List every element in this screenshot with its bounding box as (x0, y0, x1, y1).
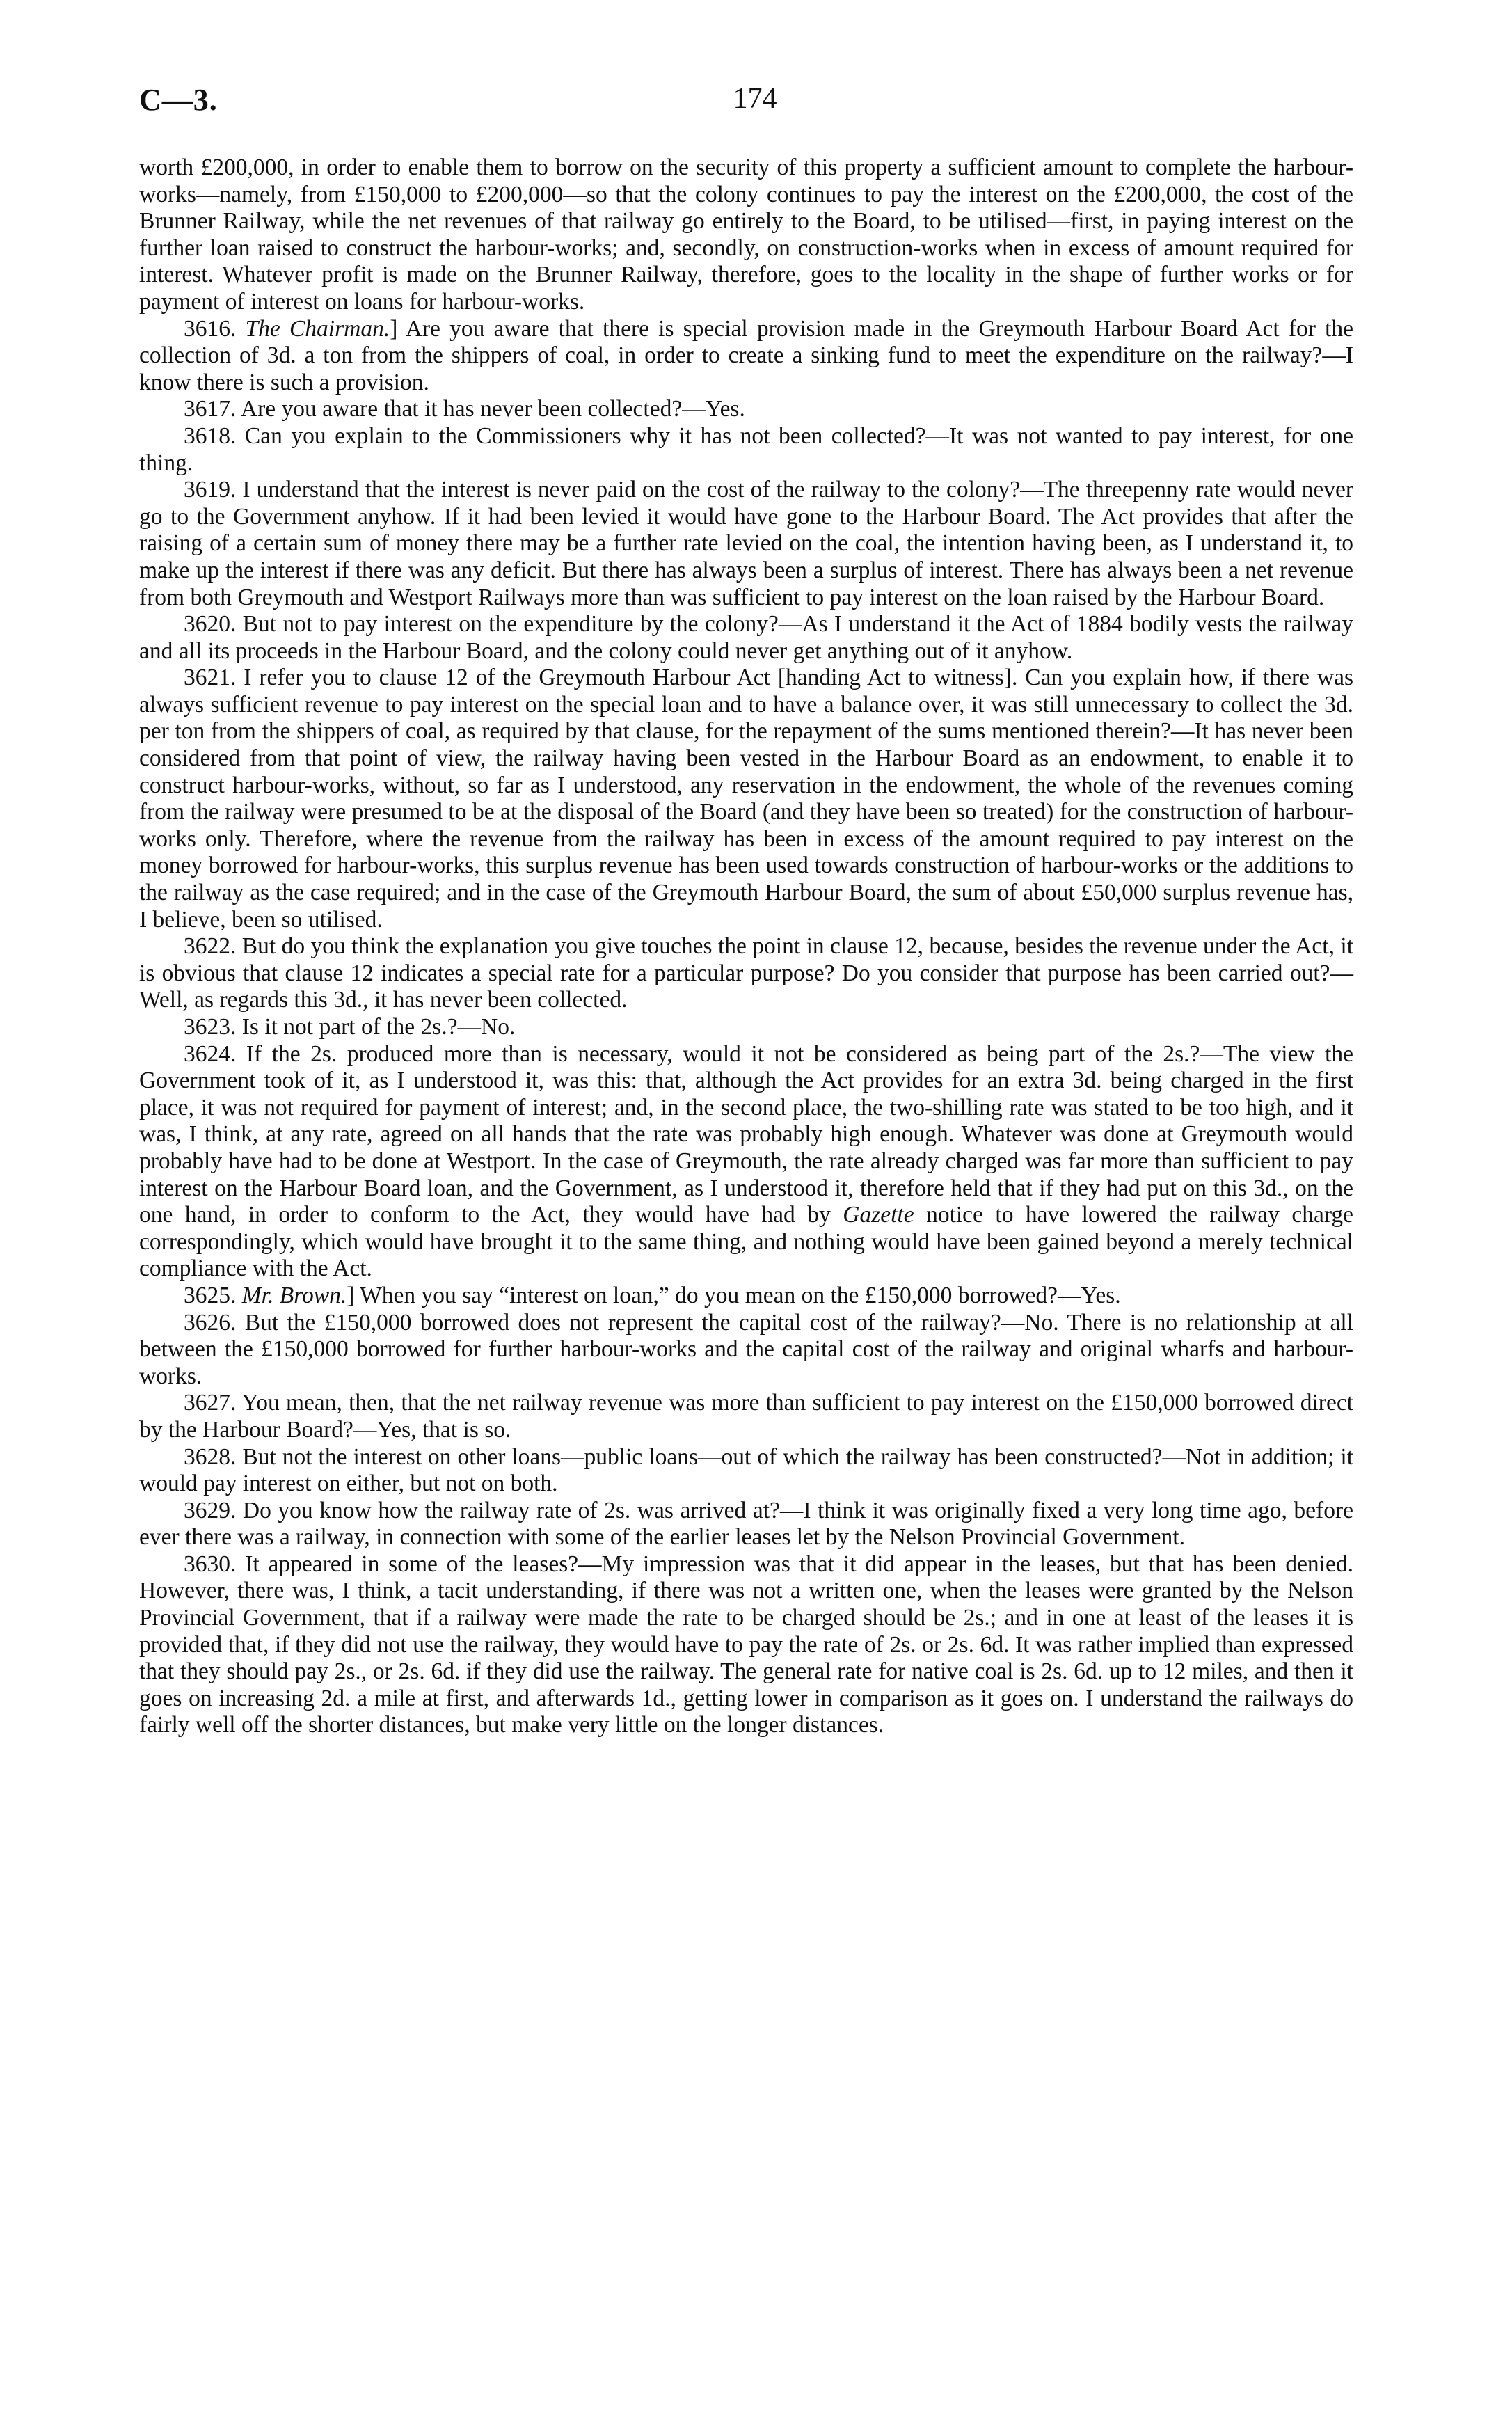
question-3617 (139, 396, 1353, 423)
question-3623 (139, 1014, 1353, 1041)
paragraph-text: 3625. (184, 1282, 242, 1308)
paragraph-text: 3619. I understand that the interest is never paid on the cost of the railway to the colony?—The threepenny rate would never go to the Government anyhow. If it had been levied it would have gone to the Harbour Board. The Act provides that after the raising of a certain sum of money there may be a further rate levied on the coal, the intention having been, as I understand it, to make up the interest if there was any deficit. But there has always been a surplus of interest. There has always been a net revenue from both Greymouth and Westport Railways more than was sufficient to pay interest on the loan raised by the Harbour Board. (139, 477, 1353, 610)
question-3629 (139, 1498, 1353, 1551)
paragraph-text: ] When you say “interest on loan,” do you mean on the £150,000 borrowed?—Yes. (347, 1282, 1121, 1308)
paragraph-text: 3620. But not to pay interest on the expenditure by the colony?—As I understand it the Act of 1884 bodily vests the railway and all its proceeds in the Harbour Board, and the colony could never get anything out of it anyhow. (139, 611, 1353, 664)
question-3616 (139, 316, 1353, 397)
question-3628 (139, 1444, 1353, 1498)
page-number: 174 (733, 83, 777, 115)
paragraph-text: 3618. Can you explain to the Commissioners why it has not been collected?—It was not wanted to pay interest, for one thing. (139, 422, 1353, 476)
question-3619 (139, 477, 1353, 611)
question-3627 (139, 1390, 1353, 1443)
question-3626 (139, 1310, 1353, 1390)
paragraph-text: 3630. It appeared in some of the leases?—My impression was that it did appear in the leases, but that has been denied. However, there was, I think, a tacit understanding, if there was not a written one, when the leases were granted by the Nelson Provincial Government, that if a railway were made the rate to be charged should be 2s.; and in one at least of the leases it is provided that, if they did not use the railway, they would have to pay the rate of 2s. or 2s. 6d. It was rather implied than expressed that they should pay 2s., or 2s. 6d. if they did use the railway. The general rate for native coal is 2s. 6d. up to 12 miles, and then it goes on increasing 2d. a mile at first, and afterwards 1d., getting lower in comparison as it goes on. I understand the railways do fairly well off the shorter distances, but make very little on the longer distances. (139, 1551, 1353, 1738)
question-3622 (139, 933, 1353, 1014)
paragraph-text: ] Are you aware that there is special provision made in the Greymouth Harbour Board Act for the collection of 3d. a ton from the shippers of coal, in order to create a sinking fund to meet the expenditure on the railway?—I know there is such a provision. (139, 315, 1354, 395)
question-3620 (139, 611, 1353, 665)
document-reference: C—3. (139, 83, 218, 117)
paragraph-text: 3616. (184, 315, 246, 342)
question-3618 (139, 423, 1353, 477)
paragraph-text: worth £200,000, in order to enable them to borrow on the security of this property a sufficient amount to complete the harbour-works—namely, from £150,000 to £200,000—so that the colony continues to pay the interest on the £200,000, the cost of the Brunner Railway, while the net revenues of that railway go entirely to the Board, to be utilised—first, in paying interest on the further loan raised to construct the harbour-works; and, secondly, on construction-works when in excess of amount required for interest. Whatever profit is made on the Brunner Railway, therefore, goes to the locality in the shape of further works or for payment of interest on loans for harbour-works. (139, 154, 1353, 315)
paragraph-text: 3624. If the 2s. produced more than is necessary, would it not be considered as being part of the 2s.?—The view the Government took of it, as I understood it, was this: that, although the Act provides for an extra 3d. being charged in the first place, it was not required for payment of interest; and, in the second place, the two-shilling rate was stated to be too high, and it was, I think, at any rate, agreed on all hands that the rate was probably high enough. Whatever was done at Greymouth would probably have had to be done at Westport. In the case of Greymouth, the rate already charged was far more than sufficient to pay interest on the Harbour Board loan, and the Government, as I understood it, therefore held that if they had put on this 3d., on the one hand, in order to conform to the Act, they would have had by (139, 1040, 1353, 1228)
paragraph-text: notice to have lowered the railway charge correspondingly, which would have brought it to the same thing, and nothing would have been gained beyond a merely technical compliance with the Act. (139, 1202, 1354, 1282)
paragraph-text: 3627. You mean, then, that the net railway revenue was more than sufficient to pay interest on the £150,000 borrowed direct by the Harbour Board?—Yes, that is so. (139, 1390, 1353, 1443)
paragraph-text: 3617. Are you aware that it has never been collected?—Yes. (184, 396, 745, 422)
italic-text: Mr. Brown. (241, 1282, 347, 1308)
question-3624 (139, 1041, 1353, 1283)
paragraph-text: 3626. But the £150,000 borrowed does not represent the capital cost of the railway?—No. There is no relationship at all between the £150,000 borrowed for further harbour-works and the capital cost of the railway and original wharfs and harbour-works. (139, 1309, 1353, 1389)
paragraph-text: 3622. But do you think the explanation you give touches the point in clause 12, because, besides the revenue under the Act, it is obvious that clause 12 indicates a special rate for a particular purpose? Do you consider that purpose has been carried out?—Well, as regards this 3d., it has never been collected. (139, 933, 1353, 1013)
paragraph-text: 3629. Do you know how the railway rate of 2s. was arrived at?—I think it was originally fixed a very long time ago, before ever there was a railway, in connection with some of the earlier leases let by the Nelson Provincial Government. (139, 1497, 1353, 1551)
question-3625 (139, 1283, 1353, 1310)
question-3621 (139, 665, 1353, 933)
paragraph-text: 3628. But not the interest on other loans—public loans—out of which the railway has been constructed?—Not in addition; it would pay interest on either, but not on both. (139, 1443, 1353, 1497)
italic-text: The Chairman. (245, 315, 390, 342)
paragraph-text: 3623. Is it not part of the 2s.?—No. (184, 1014, 516, 1040)
page-header (139, 82, 1371, 131)
italic-text: Gazette (843, 1202, 914, 1228)
evidence-text (139, 154, 1353, 1739)
paragraph-text: 3621. I refer you to clause 12 of the Greymouth Harbour Act [handing Act to witness]. Can you explain how, if there was always sufficient revenue to pay interest on the special loan and to have a balance over, it was still unnecessary to collect the 3d. per ton from the shippers of coal, as required by that clause, for the repayment of the sums mentioned therein?—It has never been considered from that point of view, the railway having been vested in the Harbour Board as an endowment, to enable it to construct harbour-works, without, so far as I understood, any reservation in the endowment, the whole of the revenues coming from the railway were presumed to be at the disposal of the Board (and they have been so treated) for the construction of harbour-works only. Therefore, where the revenue from the railway has been in excess of the amount required to pay interest on the money borrowed for harbour-works, this surplus revenue has been used towards construction of harbour-works or the additions to the railway as the case required; and in the case of the Greymouth Harbour Board, the sum of about £50,000 surplus revenue has, I believe, been so utilised. (139, 665, 1353, 933)
question-3630 (139, 1551, 1353, 1739)
continued-paragraph (139, 154, 1353, 316)
